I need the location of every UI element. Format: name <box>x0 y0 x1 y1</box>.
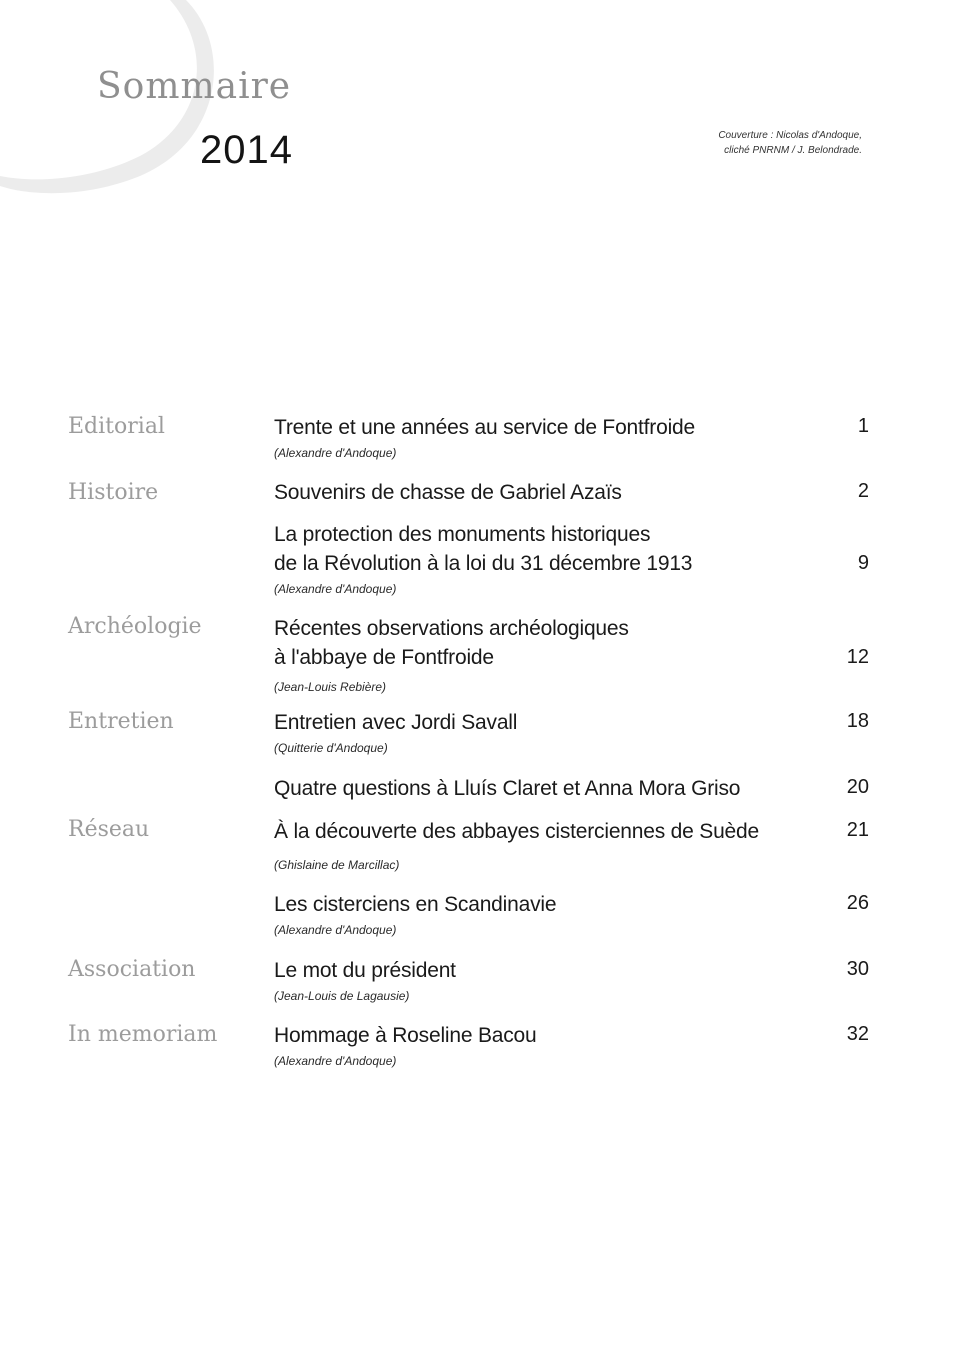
entry-author: (Alexandre d'Andoque) <box>274 1054 397 1068</box>
entry-title <box>274 614 794 672</box>
entry-author: (Alexandre d'Andoque) <box>274 582 397 596</box>
entry-title-line: Entretien avec Jordi Savall <box>274 711 518 734</box>
toc-entry <box>274 520 869 596</box>
entry-page-number: 9 <box>857 552 869 574</box>
cover-credit <box>622 128 862 158</box>
entry-title <box>274 817 794 846</box>
entry-author: (Alexandre d'Andoque) <box>274 446 397 460</box>
entry-author: (Jean-Louis de Lagausie) <box>274 989 410 1003</box>
entry-page-number: 21 <box>846 819 869 841</box>
toc-entry <box>274 478 869 507</box>
entry-author: (Alexandre d'Andoque) <box>274 923 397 937</box>
entry-title-line: de la Révolution à la loi du 31 décembre 1913 <box>274 552 693 575</box>
entry-title-line: À la découverte des abbayes cisterciennes de Suède <box>274 820 759 843</box>
entry-page-number: 1 <box>857 415 869 437</box>
credit-line: Couverture : Nicolas d'Andoque, <box>718 130 862 141</box>
entry-title-line: La protection des monuments historiques <box>274 523 651 546</box>
entry-page-number: 18 <box>846 710 869 732</box>
entry-title <box>274 708 794 737</box>
entry-title <box>274 520 794 578</box>
entry-title-line: à l'abbaye de Fontfroide <box>274 646 494 669</box>
section-histoire: Histoire <box>68 480 159 505</box>
entry-page-number: 20 <box>846 776 869 798</box>
entry-author: (Jean-Louis Rebière) <box>274 680 387 694</box>
entry-page-number: 32 <box>846 1023 869 1045</box>
entry-page-number: 12 <box>846 646 869 668</box>
section-in-memoriam: In memoriam <box>68 1022 218 1047</box>
section-editorial: Editorial <box>68 414 165 439</box>
toc-entry <box>274 774 869 803</box>
entry-title-line: Le mot du président <box>274 959 456 982</box>
entry-title <box>274 774 794 803</box>
entry-title <box>274 413 794 442</box>
entry-title <box>274 1021 794 1050</box>
toc-entry <box>274 708 869 755</box>
toc-entry <box>274 614 869 694</box>
entry-title-line: Souvenirs de chasse de Gabriel Azaïs <box>274 481 622 504</box>
section-archeologie: Archéologie <box>68 614 202 639</box>
entry-author: (Ghislaine de Marcillac) <box>274 858 400 872</box>
page-title: Sommaire <box>97 66 292 107</box>
toc-entry <box>274 956 869 1003</box>
entry-title-line: Hommage à Roseline Bacou <box>274 1024 537 1047</box>
section-reseau: Réseau <box>68 817 150 842</box>
entry-title-line: Quatre questions à Lluís Claret et Anna Mora Griso <box>274 777 741 800</box>
entry-page-number: 2 <box>857 480 869 502</box>
entry-title-line: Récentes observations archéologiques <box>274 617 629 640</box>
entry-page-number: 30 <box>846 958 869 980</box>
issue-year: 2014 <box>200 128 293 172</box>
entry-page-number: 26 <box>846 892 869 914</box>
toc-entry <box>274 1021 869 1068</box>
section-entretien: Entretien <box>68 709 174 734</box>
entry-title <box>274 890 794 919</box>
entry-title-line: Trente et une années au service de Fontfroide <box>274 416 695 439</box>
toc-entry <box>274 413 869 460</box>
credit-line: cliché PNRNM / J. Belondrade. <box>724 145 862 156</box>
toc-entry <box>274 890 869 937</box>
entry-title <box>274 956 794 985</box>
entry-author: (Quitterie d'Andoque) <box>274 741 388 755</box>
entry-title <box>274 478 794 507</box>
entry-title-line: Les cisterciens en Scandinavie <box>274 893 557 916</box>
toc-entry <box>274 817 869 872</box>
section-association: Association <box>68 957 196 982</box>
